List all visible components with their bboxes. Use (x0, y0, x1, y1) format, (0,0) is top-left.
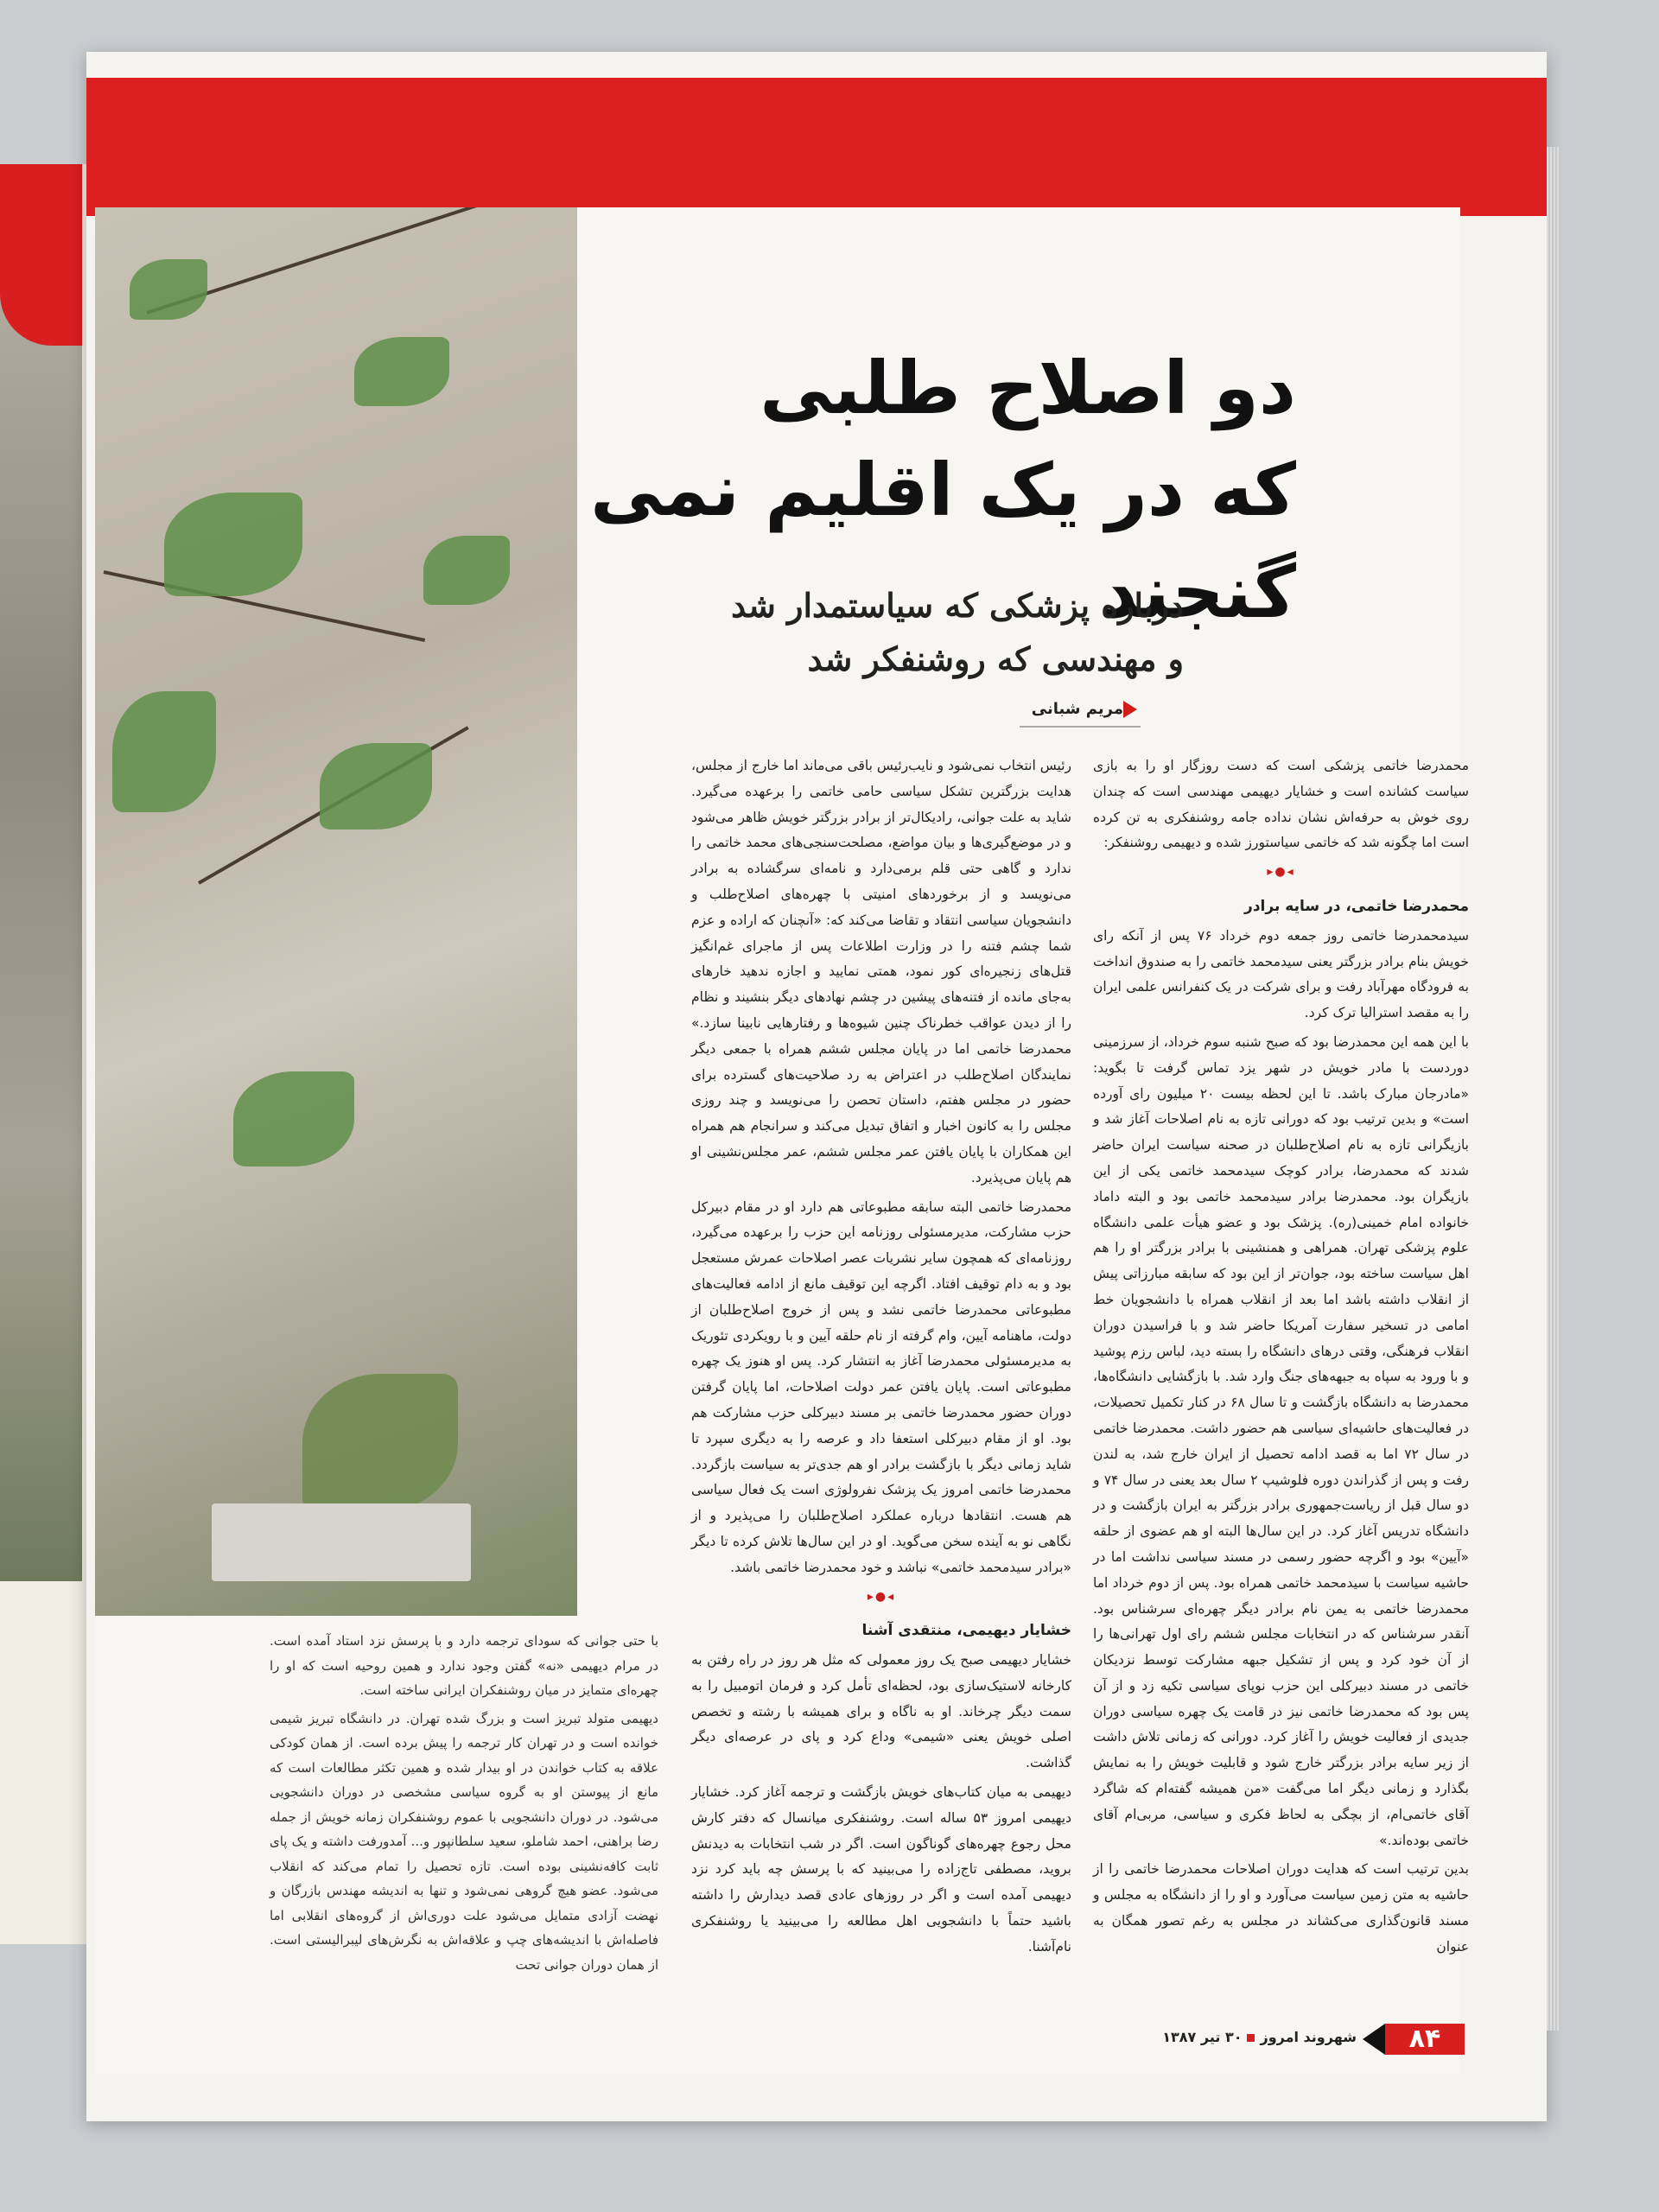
paragraph: دیهیمی متولد تبریز است و بزرگ شده تهران. در دانشگاه تبریز شیمی خوانده است و در تهران کار ترجمه را پیش برده است. از همان کودکی علاقه به کتاب خواندن در او بیدار شده و همین تکثر مطالعات است که مانع از پیوستن او به گروه سیاسی مشخصی در دوران دانشجویی می‌شود. در دوران دانشجویی با عموم روشنفکران زمانه خویش از جمله رضا براهنی، احمد شاملو، سعید سلطانپور و... آمدورفت داشته و یک پای ثابت کافه‌نشینی بوده است. تازه تحصیل را تمام می‌کند که انقلاب می‌شود. عضو هیچ گروهی نمی‌شود و تنها به اندیشه مهندس بازرگان و نهضت آزادی متمایل می‌شود علت دوری‌اش از گروه‌های انقلابی اما فاصله‌اش با اندیشه‌های چپ و علاقه‌اش به نگرش‌های لیبرالیستی است. از همان دوران جوانی تحت (270, 1710, 658, 1973)
intro-paragraph: محمدرضا خاتمی پزشکی است که دست روزگار او را به بازی سیاست کشانده است و خشایار دیهیمی مهندسی است که چندان روی خوش به حرفه‌اش نشان نداده جامه روشنفکری به تن کرده است اما چگونه شد که خاتمی سیاستورز شده و دیهیمی روشنفکر: (1093, 758, 1469, 851)
subtitle-line-2: و مهندسی که روشنفکر شد (807, 639, 1184, 678)
photo-leaf (423, 536, 510, 605)
footer-triangle-icon (1363, 2024, 1385, 2055)
author-byline (1020, 700, 1141, 728)
magazine-name: شهروند امروز (1260, 2029, 1357, 2045)
byline-triangle-icon (1123, 701, 1137, 718)
photo-leaf (130, 259, 207, 320)
left-page-red-band (0, 164, 82, 346)
left-page-photo (0, 164, 82, 1581)
ornament-divider-icon: ◂●▸ (867, 1589, 896, 1604)
paragraph: سیدمحمدرضا خاتمی روز جمعه دوم خرداد ۷۶ پس از آنکه رای خویش بنام برادر بزرگتر یعنی سیدمحمد خاتمی را به صندوق انداخت به فرودگاه مهرآباد رفت و برای شرکت در یک کنفرانس علمی ایران را به مقصد استرالیا ترک کرد. (1093, 927, 1469, 1021)
paragraph: با این همه این محمدرضا بود که صبح شنبه سوم خرداد، از سرزمینی دوردست با مادر خویش در شهر یزد تماس گرفت تا بگوید: «مادرجان مبارک باشد. تا این لحظه بیست ۲۰ میلیون رای آورده است» و بدین ترتیب بود که دورانی تازه به نام اصلاحات آغاز شد و بازیگرانی تازه به نام اصلاح‌طلبان در صحنه سیاست ایران حاضر شدند که محمدرضا، برادر کوچک سیدمحمد خاتمی یکی از این بازیگران بود. محمدرضا برادر سیدمحمد خاتمی بود و البته داماد خانواده امام خمینی(ره). پزشک بود و عضو هیأت علمی دانشگاه علوم پزشکی تهران. همراهی و همنشینی با برادر بزرگتر او را هم اهل سیاست ساخته بود، جوان‌تر از این بود که سابقه مبارزاتی پیش از انقلاب داشته باشد اما بعد از انقلاب همراه با دانشجویان خط امامی در تسخیر سفارت آمریکا حاضر شد و با فراسیدن دوران انقلاب فرهنگی، وقتی درهای دانشگاه را بسته دید، لباس رزم پوشید و با ورود به سپاه به جبهه‌های جنگ وارد شد. با بازگشایی دانشگاه‌ها، محمدرضا به دانشگاه بازگشت و تا سال ۶۸ در کنار تکمیل تحصیلات، در فعالیت‌های حاشیه‌ای سیاسی هم حضور داشت. محمدرضا خاتمی در سال ۷۲ اما به قصد ادامه تحصیل از ایران خارج شد، به لندن رفت و پس از گذراندن دوره فلوشیپ ۲ سال بعد یعنی در سال ۷۴ و دو سال قبل از ریاست‌جمهوری برادر بزرگتر به ایران بازگشت و در دانشگاه تدریس آغاز کرد. در این سال‌ها البته او هم عضوی از حلقه «آیین» بود و اگرچه حضور رسمی در مسند سیاسی نداشت اما در حاشیه سیاست با سیدمحمد خاتمی همراه بود. پس از دوم خرداد اما محمدرضا خاتمی به یمن نام برادر دیگر چهره‌ای سرشناس بود. آنقدر سرشناس که در انتخابات مجلس ششم رای اول تهرانی‌ها را از آن خود کرد و پس از تشکیل جبهه مشارکت توسط نزدیکان خاتمی در مسند دبیرکلی این حزب نوپای سیاسی تکیه زد و از آن پس بود که محمدرضا خاتمی نیز در قامت یک چهره سیاسی دوران جدیدی از فعالیت خویش را آغاز کرد. دورانی که زمانی تلاش داشت از زیر سایه برادر بزرگتر خارج شود و قابلیت خویش را به نمایش بگذارد و زمانی دیگر اما می‌گفت «من همیشه گفته‌ام که شاگرد آقای خاتمی‌ام، از بچگی به لحاظ فکری و سیاسی، مربی‌ام آقای خاتمی بوده‌اند.» (1093, 1033, 1470, 1848)
paragraph: دیهیمی به میان کتاب‌های خویش بازگشت و ترجمه آغاز کرد. خشایار دیهیمی امروز ۵۳ ساله است. روشنفکری میانسال که دفتر کارش محل رجوع چهره‌های گوناگون است. اگر در شب انتخابات به دیدنش بروید، مصطفی تاج‌زاده را می‌بینید که با پرسش چه باید کرد نزد دیهیمی آمده است و اگر در روزهای عادی قصد دیدارش را داشته باشید حتماً با دانشجویی اهل مطالعه را می‌بینید یا روشنفکری نام‌آشنا. (691, 1784, 1071, 1955)
left-page-edge (0, 164, 100, 1944)
page-number: ۸۴ (1385, 2024, 1465, 2055)
top-red-band (86, 78, 1547, 216)
paragraph: بدین ترتیب است که هدایت دوران اصلاحات محمدرضا خاتمی را از حاشیه به متن زمین سیاست می‌آورد و او را از دانشگاه به مجلس و مسند قانون‌گذاری می‌کشاند در مجلس به رغم تصور همگان به عنوان (1093, 1861, 1469, 1955)
photo-plant (302, 1374, 458, 1512)
page-footer (1154, 2024, 1465, 2055)
photo-leaf (112, 691, 216, 812)
photo-pot (212, 1503, 471, 1581)
paragraph: رئیس انتخاب نمی‌شود و نایب‌رئیس باقی می‌ماند اما خارج از مجلس، هدایت بزرگترین تشکل سیاسی حامی خاتمی را برعهده می‌گیرد. شاید به علت جوانی، رادیکال‌تر از برادر بزرگتر خویش ظاهر می‌شود و در موضع‌گیری‌ها و بیان مواضع، مصلحت‌سنجی‌های محمد خاتمی را ندارد و گاهی حتی قلم برمی‌دارد و نامه‌ای سرگشاده به برادر می‌نویسد و از برخوردهای امنیتی با چهره‌های اصلاح‌طلب و دانشجویان سیاسی انتقاد و تقاضا می‌کند که: «آنچنان که اراده و عزم شما چشم فتنه را در وزارت اطلاعات پس از ماجرای غم‌انگیز قتل‌های زنجیره‌ای کور نمود، همتی نمایید و اجازه ندهید خارهای به‌جای مانده از فتنه‌های پیشین در چشم نهادهای دیگر بنشیند و نظام را از دیدن عواقب خطرناک چنین شیوه‌ها و رفتارهایی نابینا سازد.» محمدرضا خاتمی اما در پایان مجلس ششم همراه با جمعی دیگر نمایندگان اصلاح‌طلب در اعتراض به رد صلاحیت‌های گسترده برای حضور در مجلس هفتم، داستان تحصن را می‌نویسد و چند روزی مجلس را به کانون اخبار و اتفاق تبدیل می‌کند و سرانجام هم همراه این همکاران با پایان یافتن عمر مجلس ششم، عمر مجلس‌نشینی او هم پایان می‌پذیرد. (691, 758, 1071, 1185)
subtitle-line-1: درباره پزشکی که سیاستمدار شد (731, 586, 1184, 625)
title-line-2: که در یک اقلیم نمی گنجند (590, 448, 1296, 634)
title-line-1: دو اصلاح طلبی (760, 346, 1296, 430)
article-photo (95, 207, 577, 1616)
issue-info (1149, 2029, 1357, 2045)
paragraph: محمدرضا خاتمی البته سابقه مطبوعاتی هم دارد او در مقام دبیرکل حزب مشارکت، مدیرمسئولی روزنامه این حزب را برعهده می‌گیرد، روزنامه‌ای که همچون سایر نشریات عصر اصلاحات عمرش مستعجل بود و به دام توقیف افتاد. اگرچه این توقیف مانع از ادامه فعالیت‌های مطبوعاتی محمدرضا خاتمی نشد و پس از خروج اصلاح‌طلبان از دولت، ماهنامه آیین، وام گرفته از نام حلقه آیین و با رویکردی تئوریک به مدیرمسئولی محمدرضا آغاز به انتشار کرد. پس او هنوز یک چهره مطبوعاتی است. پایان یافتن عمر دولت اصلاحات، اما پایان گرفتن دوران حضور محمدرضا خاتمی بر مسند دبیرکلی حزب مشارکت هم بود. او از مقام دبیرکلی استعفا داد و عرصه را به دیگری سپرد تا شاید زمانی دیگر با بازگشت برادر او هم جدی‌تر به سیاست بازگردد. محمدرضا خاتمی امروز یک پزشک نفرولوژی است یک فعال سیاسی هم هست. انتقادها درباره عملکرد اصلاح‌طلبان را می‌پذیرد و از نگاهی نو به آینده سخن می‌گوید. او در این سال‌ها تلاش کرده تا دیگر «برادر سیدمحمد خاتمی» نباشد و خود محمدرضا خاتمی باشد. (691, 1198, 1071, 1575)
column-right (1093, 753, 1469, 2006)
magazine-page (86, 52, 1547, 2121)
page-edges (1547, 147, 1559, 2031)
photo-leaf (233, 1071, 354, 1166)
ornament-divider-icon: ◂●▸ (1267, 865, 1295, 880)
column-left-below-photo (270, 1629, 658, 2035)
issue-date: ۳۰ تیر ۱۳۸۷ (1162, 2029, 1243, 2045)
paragraph: خشایار دیهیمی صبح یک روز معمولی که مثل هر روز در راه رفتن به کارخانه لاستیک‌سازی بود، لحظه‌ای تأمل کرد و فرمان اتومبیل را به سمت دیگر چرخاند. او به ناگاه و برای همیشه با رشته و تخصص اصلی خویش یعنی «شیمی» وداع کرد و پای در عرصه‌ای دیگر گذاشت. (691, 1652, 1071, 1771)
paragraph: با حتی جوانی که سودای ترجمه دارد و با پرسش نزد استاد آمده است. در مرام دیهیمی «نه» گفتن وجود ندارد و همین روحیه است که او را چهره‌ای متمایز در میان روشنفکران ایرانی ساخته است. (270, 1633, 658, 1698)
author-name: مریم شبانی (1031, 700, 1123, 718)
photo-leaf (320, 743, 432, 830)
photo-leaf (354, 337, 449, 406)
footer-square-icon (1247, 2034, 1255, 2042)
section-heading-khatami: محمدرضا خاتمی، در سایه برادر (1244, 897, 1469, 915)
section-heading-deyhimi: خشایار دیهیمی، منتقدی آشنا (861, 1622, 1071, 1640)
article-subtitle (579, 579, 1184, 686)
column-middle (691, 753, 1071, 2024)
photo-leaf (164, 493, 302, 596)
